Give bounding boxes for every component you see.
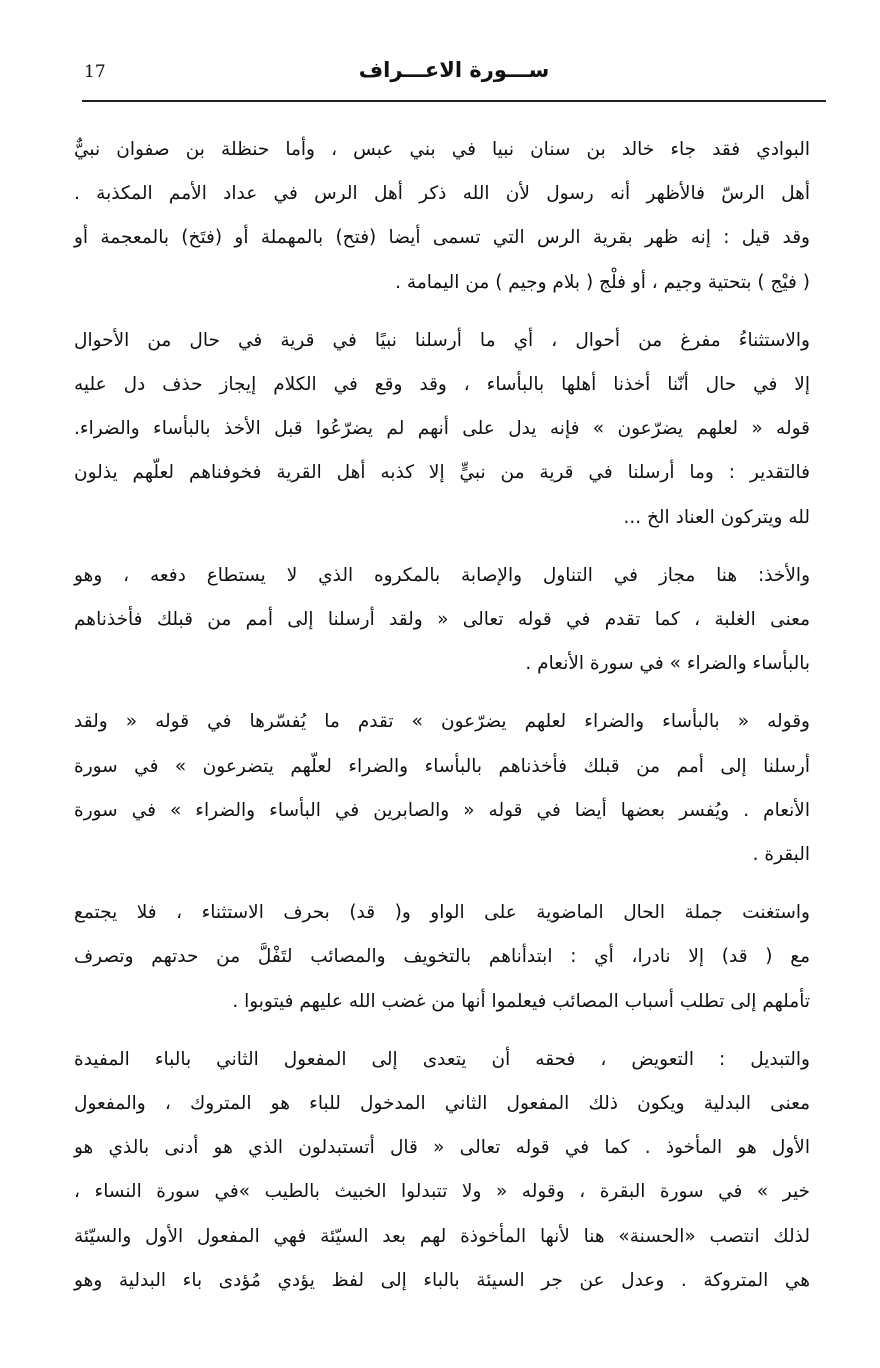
text-line: البقرة . xyxy=(752,844,810,866)
text-line: لله ويتركون العناد الخ ... xyxy=(623,506,810,528)
paragraph-5 xyxy=(74,891,810,1024)
header-rule xyxy=(82,100,826,102)
text-line: الأنعام . ويُفسر بعضها أيضا في قوله « والصابرين في البأساء والضراء » في سورة xyxy=(74,799,810,821)
text-line: خير » في سورة البقرة ، وقوله « ولا تتبدلوا الخبيث بالطيب »في سورة النساء ، xyxy=(74,1181,810,1203)
text-line: ( فيْج ) بتحتية وجيم ، أو فلْج ( بلام وجيم ) من اليمامة . xyxy=(395,271,810,293)
text-line: واستغنت جملة الحال الماضوية على الواو و( قد) بحرف الاستثناء ، فلا يجتمع xyxy=(74,902,810,924)
paragraph-4 xyxy=(74,700,810,877)
text-line: أهل الرسّ فالأظهر أنه رسول لأن الله ذكر أهل الرس في عداد الأمم المكذبة . xyxy=(74,183,810,205)
page-number: 17 xyxy=(84,62,106,82)
text-line: مع ( قد) إلا نادرا، أي : ابتدأناهم بالتخويف والمصائب لتَفْلَّ من حدتهم وتصرف xyxy=(74,946,810,968)
text-line: والأخذ: هنا مجاز في التناول والإصابة بالمكروه الذي لا يستطاع دفعه ، وهو xyxy=(74,564,810,586)
text-line: بالبأساء والضراء » في سورة الأنعام . xyxy=(525,653,810,675)
paragraph-3 xyxy=(74,554,810,687)
running-title: ســـورة الاعـــراف xyxy=(358,58,550,82)
page-header xyxy=(82,58,826,94)
text-line: لذلك انتصب «الحسنة» هنا لأنها المأخوذة لهم بعد السيّئة فهي المفعول الأول والسيّئة xyxy=(74,1225,810,1247)
text-line: إلا في حال أنّنا أخذنا أهلها بالبأساء ، وقد وقع في الكلام إيجاز حذف دل عليه xyxy=(74,374,810,396)
text-line: قوله « لعلهم يضرّعون » فإنه يدل على أنهم لم يضرّعُوا قبل الأخذ بالبأساء والضراء. xyxy=(74,418,810,440)
body-text xyxy=(74,128,810,1328)
text-line: أرسلنا إلى أمم من قبلك فأخذناهم بالبأساء والضراء لعلّهم يتضرعون » في سورة xyxy=(74,755,810,777)
paragraph-2 xyxy=(74,319,810,540)
text-line: الأول هو المأخوذ . كما في قوله تعالى « قال أتستبدلون الذي هو أدنى بالذي هو xyxy=(74,1137,810,1159)
text-line: والاستثناءُ مفرغ من أحوال ، أي ما أرسلنا نبيًا في قرية في حال من الأحوال xyxy=(74,329,810,351)
text-line: تأملهم إلى تطلب أسباب المصائب فيعلموا أنها من غضب الله عليهم فيتوبوا . xyxy=(232,990,810,1012)
text-line: معنى البدلية ويكون ذلك المفعول الثاني المدخول للباء هو المتروك ، والمفعول xyxy=(74,1093,810,1115)
text-line: والتبديل : التعويض ، فحقه أن يتعدى إلى المفعول الثاني بالباء المفيدة xyxy=(74,1048,810,1070)
text-line: معنى الغلبة ، كما تقدم في قوله تعالى « ولقد أرسلنا إلى أمم من قبلك فأخذناهم xyxy=(74,609,810,631)
text-line: وقوله « بالبأساء والضراء لعلهم يضرّعون » تقدم ما يُفسّرها في قوله « ولقد xyxy=(74,711,810,733)
text-line: هي المتروكة . وعدل عن جر السيئة بالباء إلى لفظ يؤدي مُؤدى باء البدلية وهو xyxy=(74,1269,810,1291)
paragraph-1 xyxy=(74,128,810,305)
paragraph-6 xyxy=(74,1038,810,1303)
text-line: وقد قيل : إنه ظهر بقرية الرس التي تسمى أيضا (فتح) بالمهملة أو (فتَخ) بالمعجمة أو xyxy=(74,227,810,249)
text-line: فالتقدير : وما أرسلنا في قرية من نبيٍّ إلا كذبه أهل القرية فخوفناهم لعلّهم يذلون xyxy=(74,462,810,484)
text-line: البوادي فقد جاء خالد بن سنان نبيا في بني عبس ، وأما حنظلة بن صفوان نبيٌّ xyxy=(74,139,810,160)
